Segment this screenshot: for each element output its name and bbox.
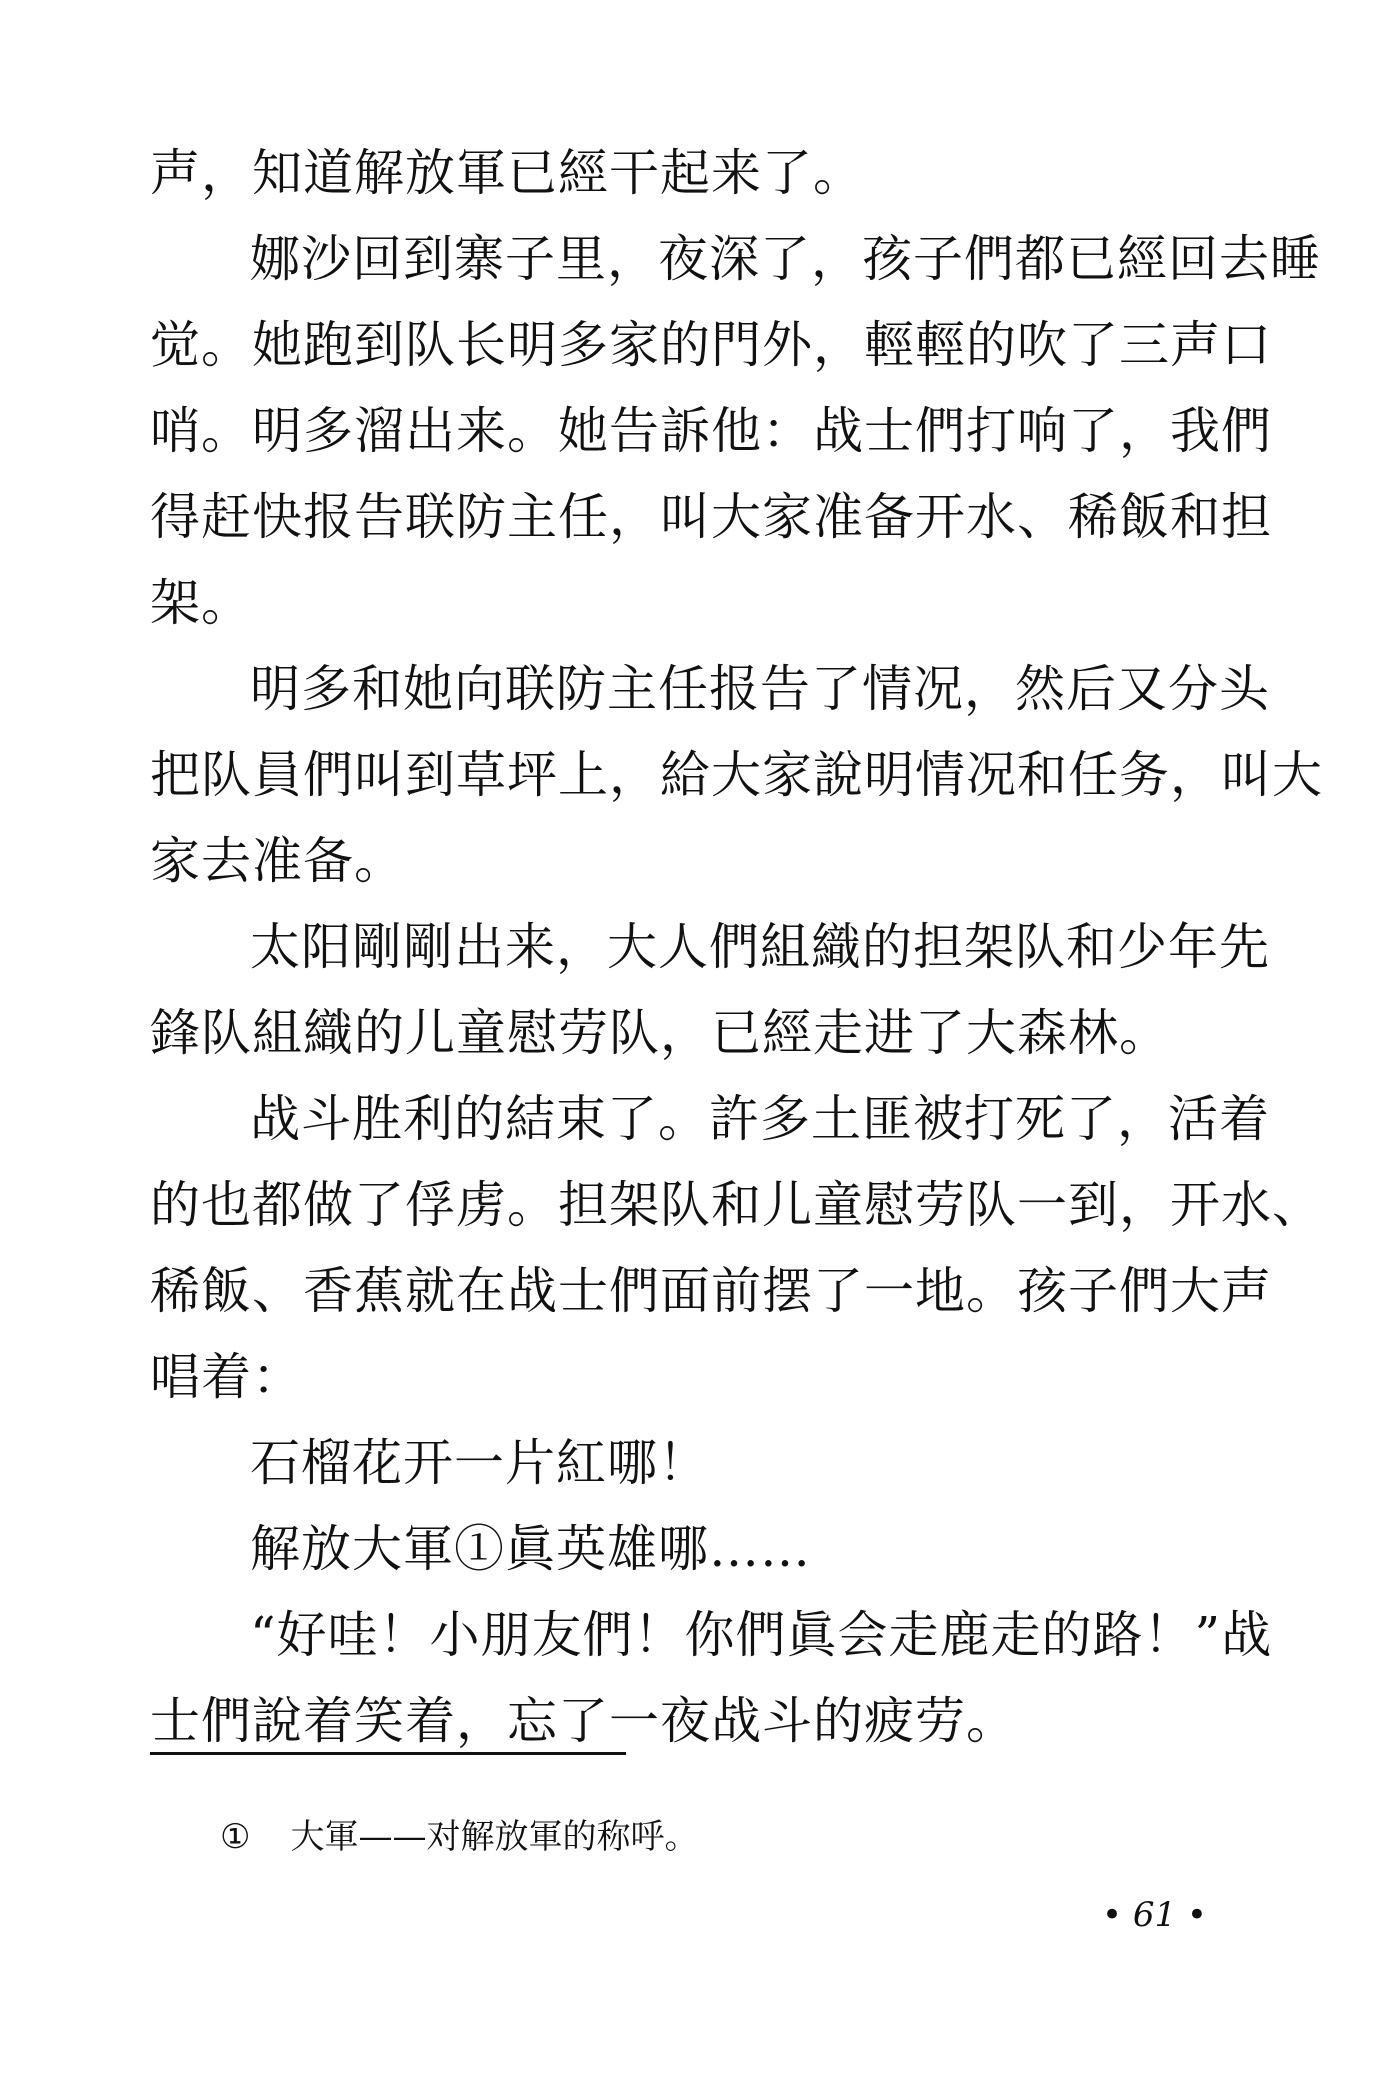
text-line: 把队員們叫到草坪上，給大家說明情况和任务，叫大 bbox=[150, 746, 1323, 804]
text-line: 战斗胜利的結束了。許多土匪被打死了，活着 bbox=[250, 1090, 1270, 1148]
footnote bbox=[220, 1812, 698, 1862]
text-line: 架。 bbox=[150, 574, 252, 632]
text-line: 娜沙回到寨子里，夜深了，孩子們都已經回去睡 bbox=[250, 230, 1321, 288]
page-number: • 61 • bbox=[1102, 1895, 1207, 1935]
text-line: 得赶快报告联防主任，叫大家准备开水、稀飯和担 bbox=[150, 488, 1272, 546]
text-line: 家去准备。 bbox=[150, 832, 405, 890]
text-line: 稀飯、香蕉就在战士們面前摆了一地。孩子們大声 bbox=[150, 1262, 1272, 1320]
text-line: 鋒队組織的儿童慰劳队，已經走进了大森林。 bbox=[150, 1004, 1170, 1062]
text-line: 的也都做了俘虏。担架队和儿童慰劳队一到，开水、 bbox=[150, 1176, 1323, 1234]
song-line: 解放大軍①眞英雄哪…… bbox=[250, 1520, 811, 1578]
footnote-marker: ① bbox=[220, 1817, 251, 1857]
footnote-divider bbox=[150, 1752, 626, 1755]
text-line: 觉。她跑到队长明多家的門外，輕輕的吹了三声口 bbox=[150, 316, 1272, 374]
body-text bbox=[150, 130, 1323, 1764]
text-line: 声，知道解放軍已經干起来了。 bbox=[150, 144, 864, 202]
text-line: 明多和她向联防主任报告了情况，然后又分头 bbox=[250, 660, 1270, 718]
text-line: 士們說着笑着，忘了一夜战斗的疲劳。 bbox=[150, 1692, 1017, 1750]
text-line: 太阳剛剛出来，大人們組織的担架队和少年先 bbox=[250, 918, 1270, 976]
text-line: “好哇！小朋友們！你們眞会走鹿走的路！”战 bbox=[250, 1606, 1273, 1664]
text-line: 唱着： bbox=[150, 1348, 303, 1406]
footnote-text: 大軍——对解放軍的称呼。 bbox=[290, 1817, 699, 1857]
text-line: 哨。明多溜出来。她告訴他：战士們打响了，我們 bbox=[150, 402, 1272, 460]
song-line: 石榴花开一片紅哪！ bbox=[250, 1434, 709, 1492]
